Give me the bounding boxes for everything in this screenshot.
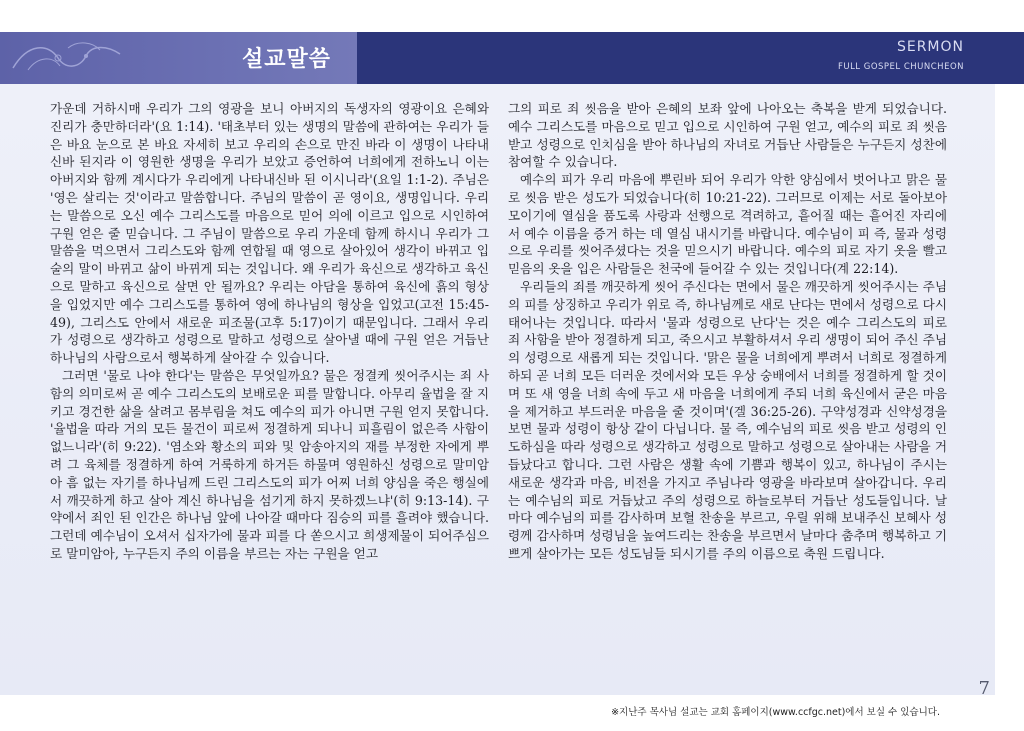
- header-title-box: [0, 32, 357, 84]
- paragraph: 예수의 피가 우리 마음에 뿌린바 되어 우리가 악한 양심에서 벗어나고 맑은 물로 씻음 받은 성도가 되었습니다(히 10:21-22). 그러므로 이제는 서로 돌아보아 모이기에 열심을 품도록 사랑과 선행으로 격려하고, 흩어질 때는 흩어진 자리에서 예수 이름을 증거 하는 데 열심 내시기를 바랍니다. 예수님이 피 즉, 물과 성령으로 우리를 씻어주셨다는 것을 믿으시기 바랍니다. 예수의 피로 자기 옷을 빨고 믿음의 옷을 입은 사람들은 천국에 들어갈 수 있는 것입니다(계 22:14).: [508, 172, 947, 277]
- page-number: 7: [978, 678, 990, 699]
- footer-note: ※지난주 목사님 설교는 교회 홈페이지(www.ccfgc.net)에서 보실 수 있습니다.: [611, 707, 940, 718]
- right-text-column: [508, 100, 947, 563]
- header-band: [0, 32, 1024, 84]
- paragraph: 그러면 '물로 나야 한다'는 말씀은 무엇일까요? 물은 정결케 씻어주시는 죄 사함의 의미로써 곧 예수 그리스도의 보배로운 피를 말합니다. 아무리 율법을 잘 지키고 경건한 삶을 살려고 몸부림을 쳐도 예수의 피가 아니면 구원 얻지 못합니다. '율법을 따라 거의 모든 물건이 피로써 정결하게 되나니 피흘림이 없은즉 사함이 없느니라'(히 9:22). '염소와 황소의 피와 및 암송아지의 재를 부정한 자에게 뿌려 그 육체를 정결하게 하여 거룩하게 하거든 하물며 영원하신 성령으로 말미암아 흠 없는 자기를 하나님께 드린 그리스도의 피가 어찌 너희 양심을 죽은 행실에서 깨끗하게 하고 살아 계신 하나님을 섬기게 하지 못하겠느냐'(히 9:13-14). 구약에서 죄인 된 인간은 하나님 앞에 나아갈 때마다 짐승의 피를 흘려야 했습니다. 그런데 예수님이 오셔서 십자가에 물과 피를 다 쏟으시고 희생제물이 되어주심으로 말미암아, 누구든지 주의 이름을 부르는 자는 구원을 얻고: [50, 367, 489, 561]
- church-label: FULL GOSPEL CHUNCHEON: [837, 62, 964, 72]
- sermon-label: SERMON: [896, 39, 964, 55]
- left-text-column: [50, 100, 489, 563]
- paragraph: 가운데 거하시매 우리가 그의 영광을 보니 아버지의 독생자의 영광이요 은혜와 진리가 충만하더라'(요 1:14). '태초부터 있는 생명의 말씀에 관하여는 우리가 들은 바요 눈으로 본 바요 자세히 보고 우리의 손으로 만진 바라 이 생명이 나타내신바 된지라 이 영원한 생명을 우리가 보았고 증언하여 너희에게 전하노니 이는 아버지와 함께 계시다가 우리에게 나타내신바 된 이시니라'(요일 1:1-2). 주님은 '영은 살리는 것'이라고 말씀합니다. 주님의 말씀이 곧 영이요, 생명입니다. 우리는 말씀으로 오신 예수 그리스도를 마음으로 믿어 의에 이르고 입으로 시인하여 구원 얻은 줄 믿습니다. 그 주님이 말씀으로 우리 가운데 함께 하시니 우리가 그 말씀을 먹으면서 그리스도와 함께 연합될 때 영으로 살아있어 생각이 바뀌고 입술의 말이 바뀌고 삶이 바뀌게 되는 것입니다. 왜 우리가 육신으로 생각하고 육신으로 말하고 육신으로 살면 안 될까요? 우리는 아담을 통하여 육신에 흙의 형상을 입었지만 예수 그리스도를 통하여 영에 하나님의 형상을 입었고(고전 15:45-49), 그리스도 안에서 새로운 피조물(고후 5:17)이기 때문입니다. 그래서 우리가 성령으로 생각하고 성령으로 말하고 성령으로 살아낼 때에 구원 얻은 거듭난 하나님의 사람으로서 행복하게 살아갈 수 있습니다.: [50, 101, 489, 366]
- paragraph: 그의 피로 죄 씻음을 받아 은혜의 보좌 앞에 나아오는 축복을 받게 되었습니다. 예수 그리스도를 마음으로 믿고 입으로 시인하여 구원 얻고, 예수의 피로 죄 씻음 받고 성령으로 인치심을 받아 하나님의 자녀로 거듭난 사람들은 누구든지 성찬에 참여할 수 있습니다.: [508, 101, 947, 170]
- sermon-text-panel: [0, 84, 995, 695]
- decorative-swirl-icon: [8, 38, 128, 78]
- header-branding: [838, 39, 964, 72]
- page-title: 설교말씀: [242, 47, 332, 72]
- paragraph: 우리들의 죄를 깨끗하게 씻어 주신다는 면에서 물은 깨끗하게 씻어주시는 주님의 피를 상징하고 우리가 위로 즉, 하나님께로 새로 난다는 면에서 성령으로 다시 태어나는 것입니다. 따라서 '물과 성령으로 난다'는 것은 예수 그리스도의 피로 죄 사함을 받아 정결하게 되고, 죽으시고 부활하셔서 우리 생명이 되어 주신 주님의 성령으로 새롭게 되는 것입니다. '맑은 물을 너희에게 뿌려서 너희로 정결하게 하되 곧 너희 모든 더러운 것에서와 모든 우상 숭배에서 너희를 정결하게 할 것이며 또 새 영을 너희 속에 두고 새 마음을 너희에게 주되 너희 육신에서 굳은 마음을 제거하고 부드러운 마음을 줄 것이며'(겔 36:25-26). 구약성경과 신약성경을 보면 물과 성령이 항상 같이 다닙니다. 물 즉, 예수님의 피로 씻음 받고 성령의 인도하심을 따라 성령으로 생각하고 성령으로 말하고 성령으로 살아내는 사람을 거듭났다고 합니다. 그런 사람은 생활 속에 기쁨과 행복이 있고, 하나님이 주시는 새로운 생각과 마음, 비전을 가지고 주님나라 영광을 바라보며 살아갑니다. 우리는 예수님의 피로 거듭났고 주의 성령으로 하늘로부터 거듭난 성도들입니다. 날마다 예수님의 피를 감사하며 보혈 찬송을 부르고, 우릴 위해 보내주신 보혜사 성령께 감사하며 성령님을 높여드리는 찬송을 부르면서 날마다 춤추며 행복하고 기쁘게 살아가는 모든 성도님들 되시기를 주의 이름으로 축원 드립니다.: [508, 278, 947, 561]
